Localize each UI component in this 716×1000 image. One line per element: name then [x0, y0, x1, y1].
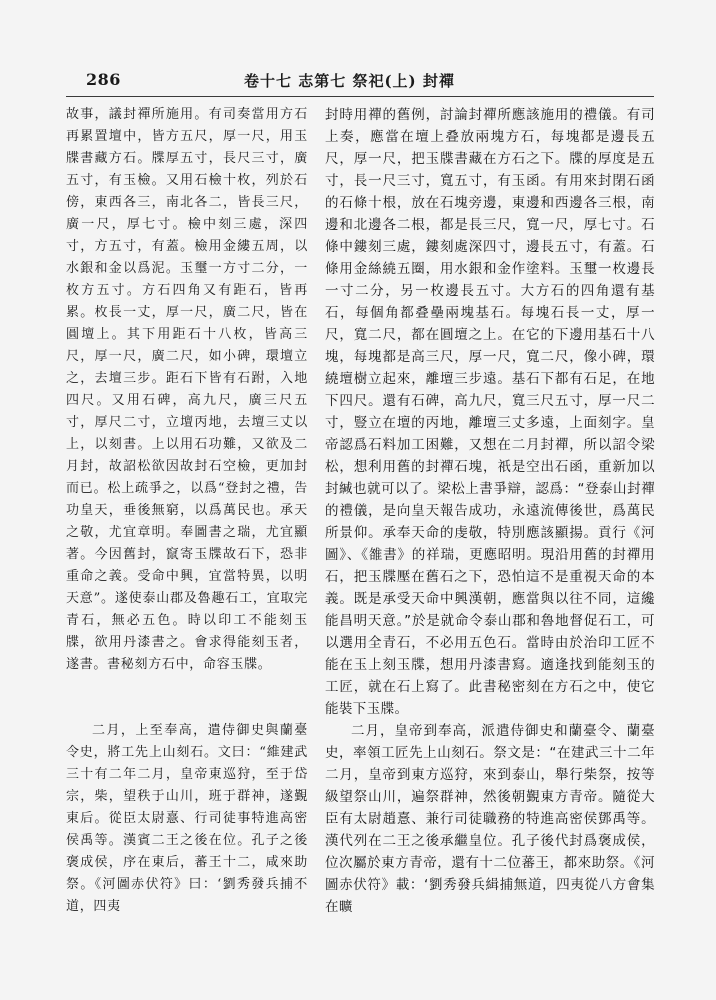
running-title: 卷十七 志第七 祭祀(上) 封禪: [244, 72, 455, 90]
translation-column: [325, 104, 655, 964]
classical-paragraph: 二月，上至奉高，遣侍御史與蘭臺令史，將工先上山刻石。文曰：“維建武三十有二年二月，皇帝東巡狩，至于岱宗，柴，望秩于山川，班于群神，遂覲東后。從臣太尉憙、行司徒事特進高密侯禹等。漢賓二王之後在位。孔子之後褒成侯，序在東后，蕃王十二，咸來助祭。《河圖赤伏符》曰：‘劉秀發兵捕不道，四夷: [66, 723, 308, 914]
page-number: 286: [86, 70, 121, 89]
translation-paragraph: 二月，皇帝到奉高，派遣侍御史和蘭臺令、蘭臺史，率領工匠先上山刻石。祭文是：“在建武三十二年二月，皇帝到東方巡狩，來到泰山，舉行柴祭，按等級望祭山川，遍祭群神，然後朝覲東方青帝。隨從大臣有太尉趙憙、兼行司徒職務的特進高密侯鄧禹等。漢代列在二王之後承繼皇位。孔子後代封爲褒成侯，位次屬於東方青帝，還有十二位蕃王，都來助祭。《河圖赤伏符》載：‘劉秀發兵緝捕無道，四夷從八方會集在曠: [325, 723, 655, 915]
translation-paragraph: 封時用禪的舊例，討論封禪所應該施用的禮儀。有司上奏，應當在壇上叠放兩塊方石，每塊都是邊長五尺，厚一尺，把玉牒書藏在方石之下。牒的厚度是五寸，長一尺三寸，寬五寸，有玉函。有用來封閉石函的石條十根，放在石塊旁邊，東邊和西邊各三根，南邊和北邊各二根，都是長三尺，寬一尺，厚七寸。石條中鏤刻三處，鏤刻處深四寸，邊長五寸，有蓋。石條用金絲繞五圈，用水銀和金作塗料。玉璽一枚邊長一寸二分，另一枚邊長五寸。大方石的四角還有基石，每個角都叠壘兩塊基石。每塊石長一丈，厚一尺，寬二尺，都在圓壇之上。在它的下邊用基石十八塊，每塊都是高三尺，厚一尺，寬二尺，像小碑，環繞壇樹立起來，離壇三步遠。基石下都有石足，在地下四尺。還有石碑，高九尺，寬三尺五寸，厚一尺二寸，豎立在壇的丙地，離壇三丈多遠，上面刻字。皇帝認爲石料加工困難，又想在二月封禪，所以詔令梁松，想利用舊的封禪石塊，祇是空出石函，重新加以封緘也就可以了。梁松上書爭辯，認爲：“登泰山封禪的禮儀，是向皇天報告成功，永遠流傳後世，爲萬民所景仰。承奉天命的虔敬，特別應該顯揚。貢行《河圖》、《雒書》的祥瑞，更應昭明。現沿用舊的封禪用石，把玉牒壓在舊石之下，恐怕這不是重視天命的本義。既是承受天命中興漢朝，應當與以往不同，這纔能昌明天意。”於是就命令泰山郡和魯地督促石工，可以選用全青石，不必用五色石。當時由於治印工匠不能在玉上刻玉牒，想用丹漆書寫。適逢找到能刻玉的工匠，就在石上寫了。此書秘密刻在方石之中，使它能裝下玉牒。: [325, 107, 655, 717]
classical-paragraph: 故事，議封禪所施用。有司奏當用方石再累置壇中，皆方五尺，厚一尺，用玉牒書藏方石。牒厚五寸，長尺三寸，廣五寸，有玉檢。又用石檢十枚，列於石傍，東西各三，南北各二，皆長三尺，廣一尺，厚七寸。檢中刻三處，深四寸，方五寸，有蓋。檢用金縷五周，以水銀和金以爲泥。玉璽一方寸二分，一枚方五寸。方石四角又有距石，皆再累。枚長一丈，厚一尺，廣二尺，皆在圓壇上。其下用距石十八枚，皆高三尺，厚一尺，廣二尺，如小碑，環壇立之，去壇三步。距石下皆有石跗，入地四尺。又用石碑，高九尺，廣三尺五寸，厚尺二寸，立壇丙地，去壇三丈以上，以刻書。上以用石功難，又欲及二月封，故詔松欲因故封石空檢，更加封而已。松上疏爭之，以爲“登封之禮，告功皇天，垂後無窮，以爲萬民也。承天之敬，尤宜章明。奉圖書之瑞，尤宜顯著。今因舊封，竄寄玉牒故石下，恐非重命之義。受命中興，宜當特異，以明天意”。遂使泰山郡及魯趣石工，宜取完青石，無必五色。時以印工不能刻玉牒，欲用丹漆書之。會求得能刻玉者，遂書。書秘刻方石中，命容玉牒。: [66, 107, 308, 672]
header-rule: [66, 96, 654, 97]
classical-text-column: [66, 104, 308, 964]
